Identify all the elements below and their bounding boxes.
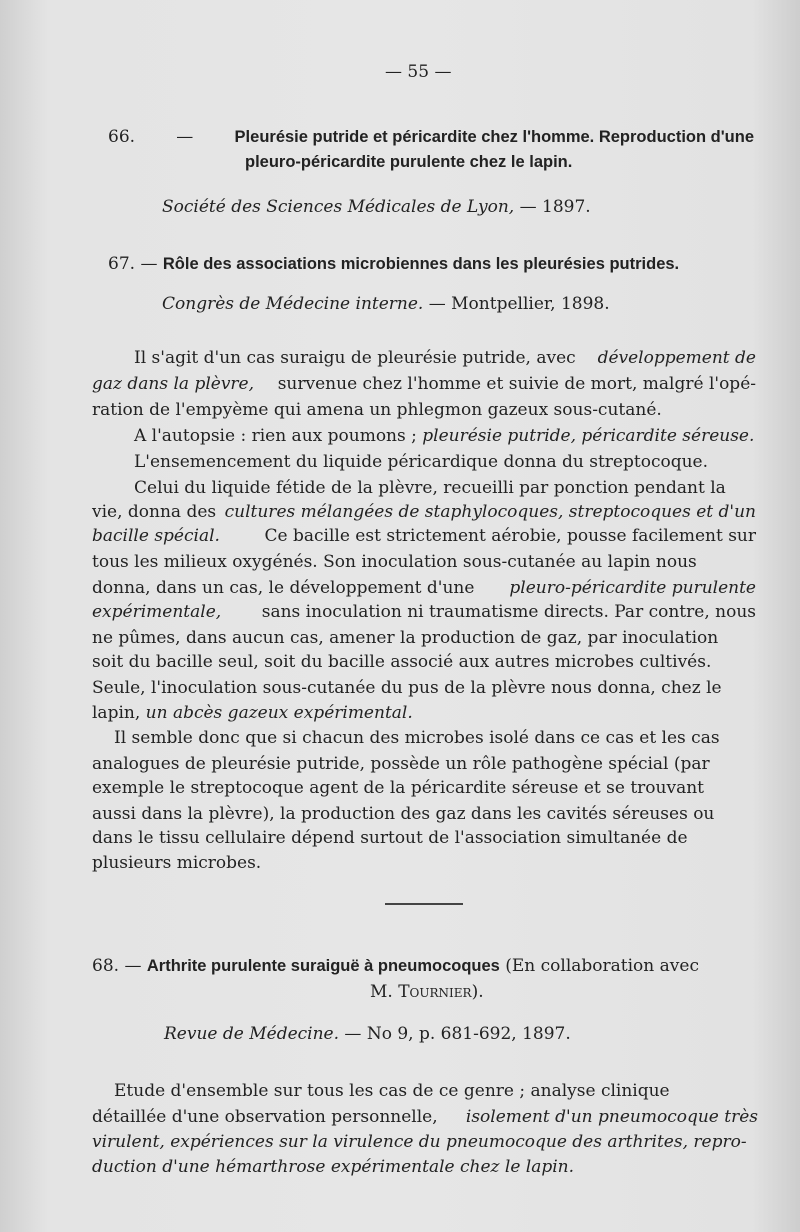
text-line — [92, 372, 756, 396]
text-line: Il semble donc que si chacun des microbes isolé dans ce cas et les cas — [114, 728, 720, 748]
text-line: Etude d'ensemble sur tous les cas de ce genre ; analyse clinique — [114, 1081, 670, 1101]
entry-68-collab: (En collaboration avec — [505, 956, 699, 976]
text-line: aussi dans la plèvre), la production des gaz dans les cavités séreuses ou — [92, 804, 715, 824]
entry-68-title: Arthrite purulente suraiguë à pneumocoques — [146, 957, 500, 975]
text-span: M. — [370, 982, 393, 1002]
text-line: analogues de pleurésie putride, possède un rôle pathogène spécial (par — [92, 754, 710, 774]
entry-66-title-line-1 — [108, 125, 754, 149]
text-line — [134, 346, 756, 370]
entry-66-source — [162, 195, 591, 219]
text-span-italic: bacille spécial. — [92, 526, 220, 546]
author-name: Tournier — [398, 982, 472, 1002]
entry-68-dash: — — [124, 956, 142, 976]
entry-68-number: 68. — [92, 956, 120, 976]
text-span-italic: développement de — [597, 348, 756, 368]
text-line: duction d'une hémarthrose expérimentale chez le lapin. — [92, 1157, 575, 1177]
text-span-italic: expérimentale, — [92, 602, 222, 622]
text-span: A l'autopsie : rien aux poumons ; — [134, 426, 417, 446]
text-line: virulent, expériences sur la virulence du pneumocoque des arthrites, repro- — [92, 1132, 747, 1152]
entry-68-collab-line-2 — [370, 980, 484, 1004]
entry-67-number: 67. — [108, 254, 136, 274]
text-span-italic: pleurésie putride, péricardite séreuse. — [422, 426, 755, 446]
page-number: — 55 — — [385, 62, 452, 82]
entry-68-journal: Revue de Médecine. — [164, 1024, 340, 1044]
entry-68-title-line — [92, 954, 699, 978]
text-span: ). — [471, 982, 484, 1002]
text-line: Seule, l'inoculation sous-cutanée du pus de la plèvre nous donna, chez le — [92, 678, 722, 698]
entry-66-journal: Société des Sciences Médicales de Lyon, — [162, 197, 515, 217]
text-span: Ce bacille est strictement aérobie, pousse facilement sur — [264, 526, 756, 546]
entry-68-ref: — No 9, p. 681-692, 1897. — [344, 1024, 571, 1044]
text-line: plusieurs microbes. — [92, 853, 262, 873]
section-divider — [385, 903, 463, 905]
text-line: soit du bacille seul, soit du bacille associé aux autres microbes cultivés. — [92, 652, 712, 672]
text-span-italic: un abcès gazeux expérimental. — [145, 703, 413, 723]
text-line — [92, 576, 756, 600]
text-span: lapin, — [92, 703, 141, 723]
text-line — [92, 600, 756, 624]
text-span: sans inoculation ni traumatisme directs. Par contre, nous — [261, 602, 756, 622]
text-span: détaillée d'une observation personnelle, — [92, 1107, 438, 1127]
text-line: exemple le streptocoque agent de la péricardite séreuse et se trouvant — [92, 778, 704, 798]
entry-68-source — [164, 1022, 571, 1046]
text-span-italic: pleuro-péricardite purulente — [509, 578, 756, 598]
text-line: ration de l'empyème qui amena un phlegmon gazeux sous-cutané. — [92, 400, 662, 420]
text-line — [92, 701, 413, 725]
text-span: donna, dans un cas, le développement d'une — [92, 578, 475, 598]
text-span-italic: isolement d'un pneumocoque très — [465, 1107, 758, 1127]
text-line: L'ensemencement du liquide péricardique donna du streptocoque. — [134, 452, 708, 472]
entry-66-number: 66. — [108, 127, 136, 147]
text-line: Celui du liquide fétide de la plèvre, recueilli par ponction pendant la — [134, 478, 726, 498]
entry-67-title: Rôle des associations microbiennes dans les pleurésies putrides. — [162, 255, 680, 273]
entry-66-dash: — — [176, 127, 194, 147]
text-line: ne pûmes, dans aucun cas, amener la production de gaz, par inoculation — [92, 628, 719, 648]
entry-66-title: Pleurésie putride et péricardite chez l'homme. Reproduction d'une — [234, 128, 754, 146]
text-line — [92, 500, 756, 524]
entry-66-title-line-2: pleuro-péricardite purulente chez le lapin. — [245, 153, 573, 171]
text-span: vie, donna des — [92, 502, 217, 522]
text-line: tous les milieux oxygénés. Son inoculation sous-cutanée au lapin nous — [92, 552, 697, 572]
entry-67-journal: Congrès de Médecine interne. — [162, 294, 424, 314]
text-span: Il s'agit d'un cas suraigu de pleurésie putride, avec — [134, 348, 576, 368]
entry-66-year: — 1897. — [519, 197, 591, 217]
text-line — [92, 1105, 758, 1129]
text-line: dans le tissu cellulaire dépend surtout de l'association simultanée de — [92, 828, 688, 848]
entry-67-source — [162, 292, 610, 316]
entry-67-dash: — — [140, 254, 158, 274]
text-span-italic: cultures mélangées de staphylocoques, streptocoques et d'un — [224, 502, 756, 522]
text-span-italic: gaz dans la plèvre, — [92, 374, 255, 394]
entry-67-place: — Montpellier, 1898. — [428, 294, 610, 314]
text-line — [134, 424, 754, 448]
text-span: survenue chez l'homme et suivie de mort, malgré l'opé- — [277, 374, 756, 394]
text-line — [92, 524, 756, 548]
entry-67-title-line — [108, 252, 679, 276]
